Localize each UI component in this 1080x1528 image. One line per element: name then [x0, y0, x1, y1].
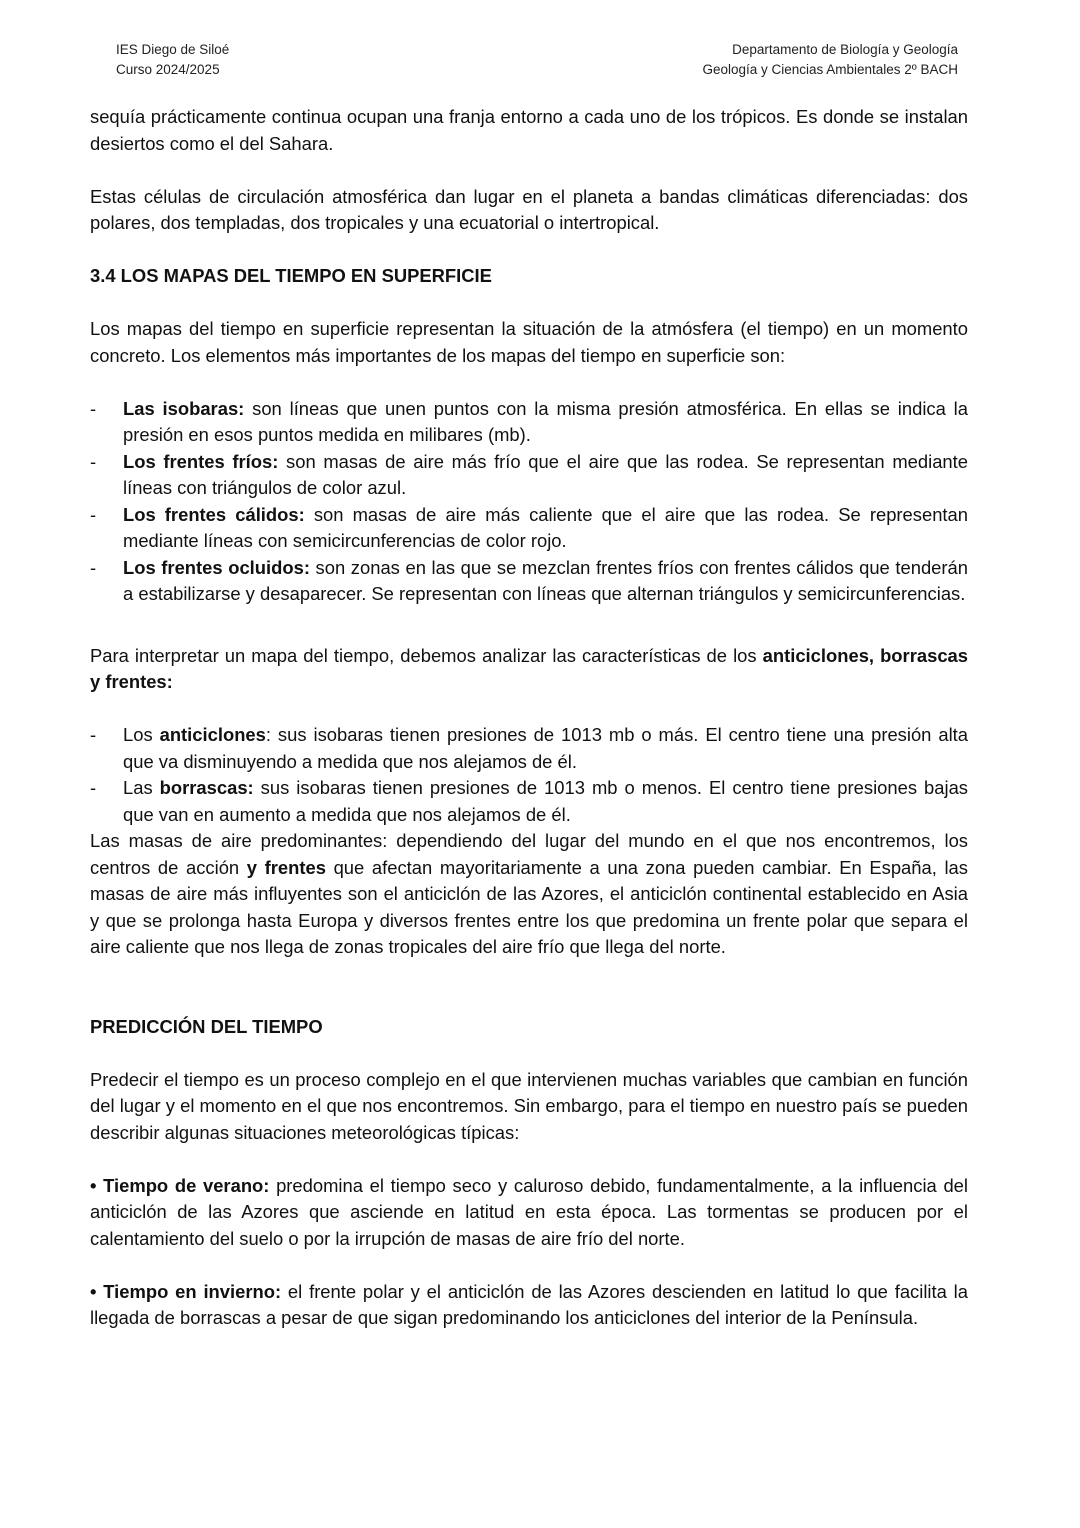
list-item-text: son líneas que unen puntos con la misma presión atmosférica. En ellas se indica la presión en esos puntos medida en milibares (mb).	[123, 397, 968, 445]
main-content	[90, 104, 968, 1332]
prediction-heading: PREDICCIÓN DEL TIEMPO	[90, 1015, 323, 1037]
paragraph-winter: • Tiempo en invierno: el frente polar y el anticiclón de las Azores descienden en latitud lo que facilita la llegada de borrascas a pesar de que sigan predominando los anticiclones del interior de la Península.	[90, 1280, 968, 1328]
list-item	[90, 396, 968, 449]
map-elements-list	[90, 396, 968, 608]
paragraph-intro-1: sequía prácticamente continua ocupan una franja entorno a cada uno de los trópicos. Es donde se instalan desiertos como el del Sahara.	[90, 106, 968, 154]
list-item-text: sus isobaras tienen presiones de 1013 mb o menos. El centro tiene presiones bajas que van en aumento a medida que nos alejamos de él.	[123, 777, 968, 825]
header-left	[116, 40, 229, 80]
list-item-text: son zonas en las que se mezclan frentes fríos con frentes cálidos que tenderán a estabilizarse y desaparecer. Se representan con líneas que alternan triángulos y semicircunferencias.	[123, 556, 968, 604]
subject-name: Geología y Ciencias Ambientales 2º BACH	[702, 62, 958, 77]
paragraph-interpret	[90, 643, 968, 696]
list-item-term: Los frentes fríos:	[123, 450, 279, 472]
course-year: Curso 2024/2025	[116, 62, 220, 77]
list-item-term: borrascas:	[159, 777, 254, 798]
paragraph-summer: • Tiempo de verano: predomina el tiempo seco y caluroso debido, fundamentalmente, a la influencia del anticiclón de las Azores que asciende en latitud en esta época. Las tormentas se producen por el calentamiento del suelo o por la irrupción de masas de aire frío del norte.	[90, 1174, 968, 1249]
header-right	[702, 40, 958, 80]
list-item-term: Los frentes cálidos:	[123, 503, 305, 525]
paragraph-air-masses: Las masas de aire predominantes: dependiendo del lugar del mundo en el que nos encontremos, los centros de acción y frentes que afectan mayoritariamente a una zona pueden cambiar. En España, las masas de aire más influyentes son el anticiclón de las Azores, el anticiclón continental establecido en Asia y que se prolonga hasta Europa y diversos frentes entre los que predomina un frente polar que separa el aire caliente que nos llega de zonas tropicales del aire frío que llega del norte.	[90, 830, 968, 957]
list-item-term: Los frentes ocluidos:	[123, 556, 310, 578]
list-item: - Los anticiclones: sus isobaras tienen presiones de 1013 mb o más. El centro tiene una presión alta que va disminuyendo a medida que nos alejamos de él.	[90, 722, 968, 775]
paragraph-maps: Los mapas del tiempo en superficie representan la situación de la atmósfera (el tiempo) en un momento concreto. Los elementos más importantes de los mapas del tiempo en superficie son:	[90, 318, 968, 366]
interpret-lead: Para interpretar un mapa del tiempo, debemos analizar las características de los	[90, 644, 763, 666]
winter-term: • Tiempo en invierno:	[90, 1280, 282, 1302]
list-item	[90, 555, 968, 608]
list-item-text: son masas de aire más caliente que el aire que las rodea. Se representan mediante líneas con semicircunferencias de color rojo.	[123, 503, 968, 551]
pressure-systems-list	[90, 722, 968, 828]
summer-term: • Tiempo de verano:	[90, 1174, 270, 1196]
list-item-term: Las isobaras:	[123, 397, 245, 419]
list-item-text: son masas de aire más frío que el aire que las rodea. Se representan mediante líneas con triángulos de color azul.	[123, 450, 968, 498]
list-item-text: : sus isobaras tienen presiones de 1013 mb o más. El centro tiene una presión alta que va disminuyendo a medida que nos alejamos de él.	[123, 724, 968, 772]
list-item: - Las borrascas: sus isobaras tienen presiones de 1013 mb o menos. El centro tiene presiones bajas que van en aumento a medida que nos alejamos de él.	[90, 775, 968, 828]
paragraph-prediction: Predecir el tiempo es un proceso complejo en el que intervienen muchas variables que cambian en función del lugar y el momento en el que nos encontremos. Sin embargo, para el tiempo en nuestro país se pueden describir algunas situaciones meteorológicas típicas:	[90, 1068, 968, 1143]
list-item	[90, 502, 968, 555]
school-name: IES Diego de Siloé	[116, 42, 230, 57]
interpret-bold: anticiclones, borrascas y frentes:	[90, 644, 968, 692]
paragraph-intro-2: Estas células de circulación atmosférica dan lugar en el planeta a bandas climáticas diferenciadas: dos polares, dos templadas, dos tropicales y una ecuatorial o intertropical.	[90, 185, 968, 233]
section-heading: 3.4 LOS MAPAS DEL TIEMPO EN SUPERFICIE	[90, 265, 492, 286]
list-item-term: anticiclones	[159, 724, 266, 745]
department-name: Departamento de Biología y Geología	[732, 42, 958, 57]
list-item	[90, 449, 968, 502]
